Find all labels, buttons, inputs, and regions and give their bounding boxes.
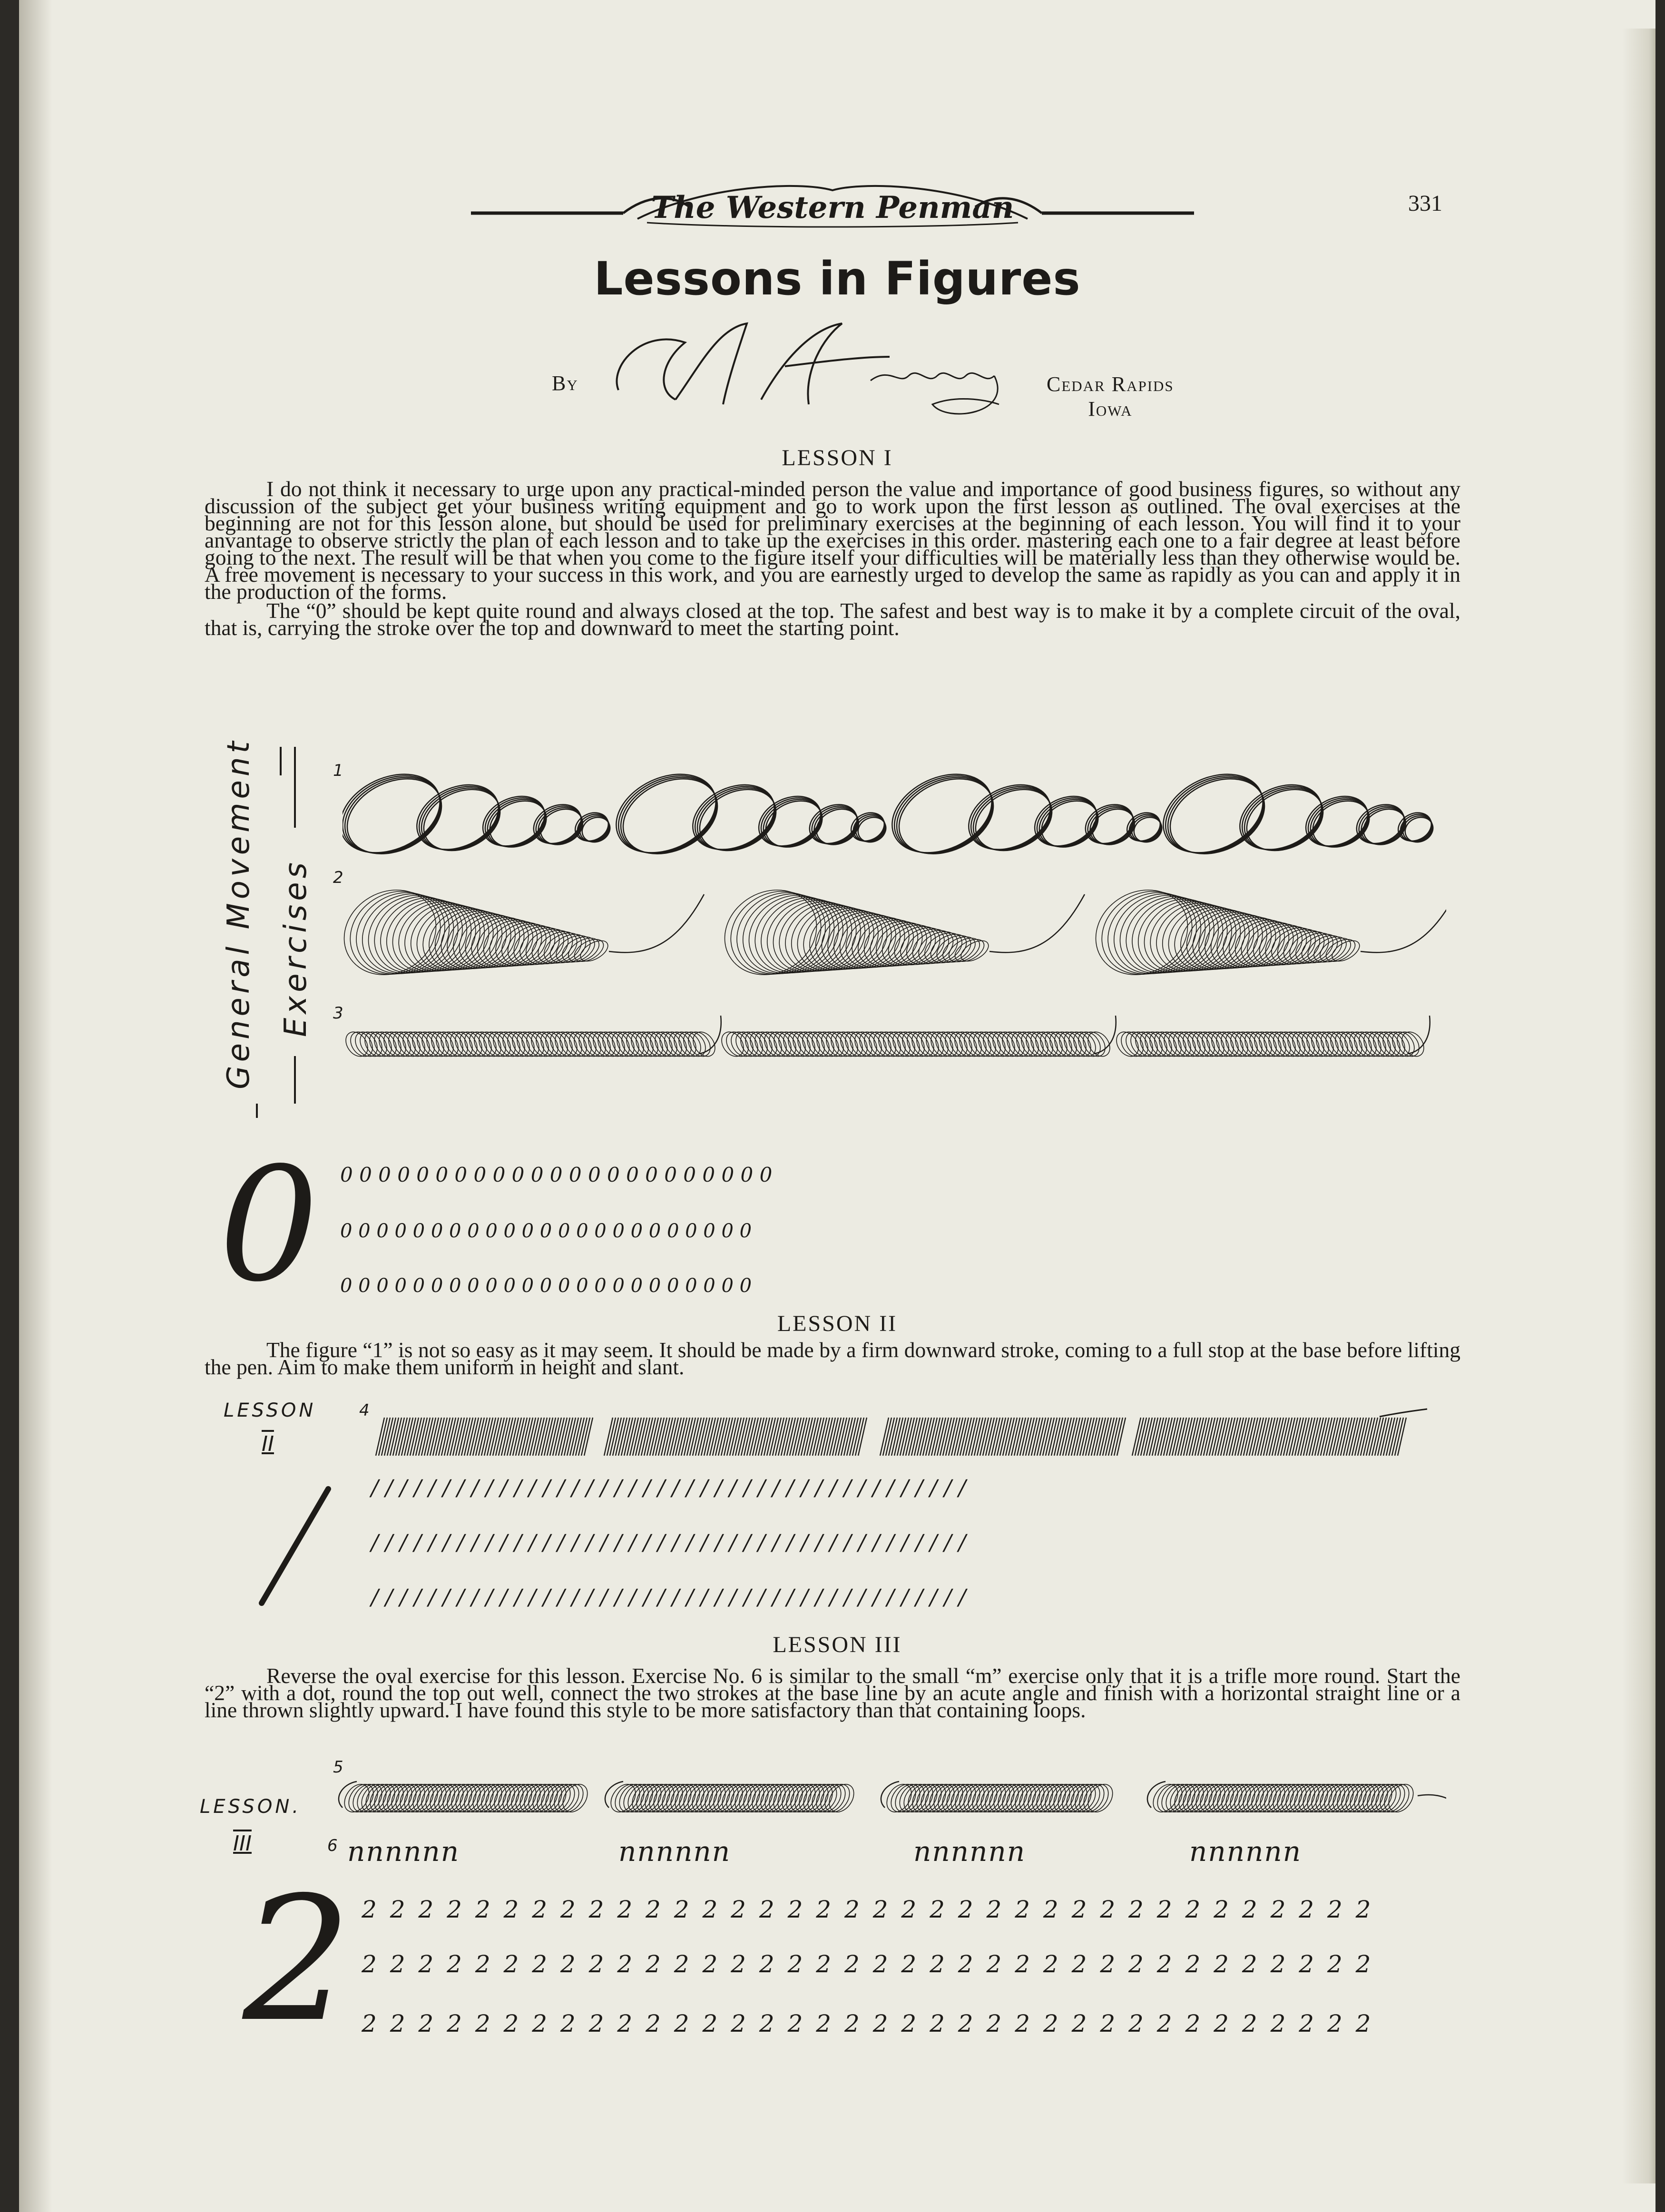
masthead-ornament (466, 181, 1199, 233)
zero-row-2: 0 0 0 0 0 0 0 0 0 0 0 0 0 0 0 0 0 0 0 0 0 0 0 (340, 1220, 752, 1242)
lesson-2-side-numeral: II (262, 1432, 274, 1456)
magazine-page (19, 0, 1655, 2212)
author-signature (604, 309, 1061, 423)
two-row-3: 2 2 2 2 2 2 2 2 2 2 2 2 2 2 2 2 2 2 2 2 2 2 2 2 2 2 2 2 2 2 2 2 2 2 2 2 (362, 2010, 1374, 2037)
m-exercise-group-3: nnnnnn (913, 1835, 1026, 1868)
exercise-number-1: 1 (333, 761, 343, 780)
lesson-2-side-label: LESSON (224, 1400, 316, 1421)
m-exercise-group-2: nnnnnn (618, 1835, 731, 1868)
lesson-3-side-numeral: III (233, 1831, 252, 1856)
model-figure-zero: 0 (219, 1134, 319, 1316)
oval-exercise-1 (343, 752, 1446, 866)
oval-exercise-3 (343, 1008, 1446, 1075)
exercise-number-4: 4 (359, 1401, 370, 1420)
one-row-3: / / / / / / / / / / / / / / / / / / / / / / / / / / / / / / / / / / / / / / / / / / (371, 1584, 966, 1610)
byline-prefix: By (552, 372, 578, 395)
m-exercise-group-4: nnnnnn (1189, 1835, 1302, 1868)
lesson-2-paragraph: The figure “1” is not so easy as it may seem. It should be made by a firm downward stroke, coming to a full stop at the base before lifting the pen. Aim to make them uniform in height and slant. (205, 1338, 1460, 1379)
location-city: Cedar Rapids (1047, 372, 1174, 396)
lesson-1-text (205, 477, 1460, 640)
page-number: 331 (1408, 191, 1442, 216)
author-location (1047, 372, 1174, 421)
two-row-1: 2 2 2 2 2 2 2 2 2 2 2 2 2 2 2 2 2 2 2 2 2 2 2 2 2 2 2 2 2 2 2 2 2 2 2 2 (362, 1896, 1374, 1923)
lesson-1-heading: LESSON I (782, 445, 893, 470)
page-edge (1622, 29, 1655, 2183)
lesson-2-text (205, 1338, 1460, 1379)
m-exercise-group-1: nnnnnn (347, 1835, 460, 1868)
lesson-3-side-label: LESSON. (200, 1796, 302, 1818)
side-label-general-movement: General Movement (221, 737, 256, 1089)
slant-stroke-exercise (371, 1408, 1437, 1465)
page-gutter (19, 0, 52, 2212)
article-title: Lessons in Figures (594, 252, 1081, 305)
exercise-number-2: 2 (333, 868, 343, 887)
lesson-2-heading: LESSON II (777, 1311, 898, 1336)
one-row-2: / / / / / / / / / / / / / / / / / / / / / / / / / / / / / / / / / / / / / / / / / / (371, 1529, 966, 1555)
lesson-1-paragraph-1: I do not think it necessary to urge upon any practical-minded person the value and importance of good business figures, so without any discussion of the subject get your business writing equipment and go to work upon the first lesson as outlined. The oval exercises at the beginning are not for this lesson alone, but should be used for preliminary exercises at the beginning of each lesson. You will find it to your anvantage to observe strictly the plan of each lesson and to take up the exercises in this order. mastering each one to a fair degree at least before going to the next. The result will be that when you come to the figure itself your difficulties will be materially less than they otherwise would be. A free movement is necessary to your success in this work, and you are earnestly urged to develop the same as rapidly as you can and apply it in the production of the forms. (205, 477, 1460, 604)
side-label-rules (247, 742, 314, 1123)
one-row-1: / / / / / / / / / / / / / / / / / / / / / / / / / / / / / / / / / / / / / / / / / / (371, 1475, 966, 1500)
side-label-exercises: Exercises (278, 858, 313, 1037)
masthead-title: The Western Penman (651, 190, 1014, 225)
model-figure-one-glyph (247, 1479, 343, 1613)
zero-row-3: 0 0 0 0 0 0 0 0 0 0 0 0 0 0 0 0 0 0 0 0 0 0 0 (340, 1275, 752, 1297)
model-figure-two: 2 (243, 1860, 352, 2059)
lesson-3-heading: LESSON III (773, 1632, 902, 1657)
lesson-3-text (205, 1664, 1460, 1722)
reverse-oval-exercise (333, 1770, 1446, 1822)
exercise-number-5: 5 (333, 1758, 343, 1777)
exercise-number-3: 3 (333, 1004, 343, 1023)
lesson-3-paragraph: Reverse the oval exercise for this lesson. Exercise No. 6 is similar to the small “m” exercise only that it is a trifle more round. Start the “2” with a dot, round the top out well, connect the two strokes at the base line by an acute angle and finish with a horizontal straight line or a line thrown slightly upward. I have found this style to be more satisfactory than that containing loops. (205, 1664, 1460, 1722)
location-state: Iowa (1088, 397, 1133, 421)
oval-exercise-2 (343, 861, 1446, 985)
zero-row-1: 0 0 0 0 0 0 0 0 0 0 0 0 0 0 0 0 0 0 0 0 0 0 0 (340, 1163, 773, 1186)
two-row-2: 2 2 2 2 2 2 2 2 2 2 2 2 2 2 2 2 2 2 2 2 2 2 2 2 2 2 2 2 2 2 2 2 2 2 2 2 (362, 1950, 1374, 1978)
exercise-number-6: 6 (327, 1836, 338, 1855)
lesson-1-paragraph-2: The “0” should be kept quite round and always closed at the top. The safest and best way is to make it by a complete circuit of the oval, that is, carrying the stroke over the top and downward to meet the starting point. (205, 598, 1460, 640)
